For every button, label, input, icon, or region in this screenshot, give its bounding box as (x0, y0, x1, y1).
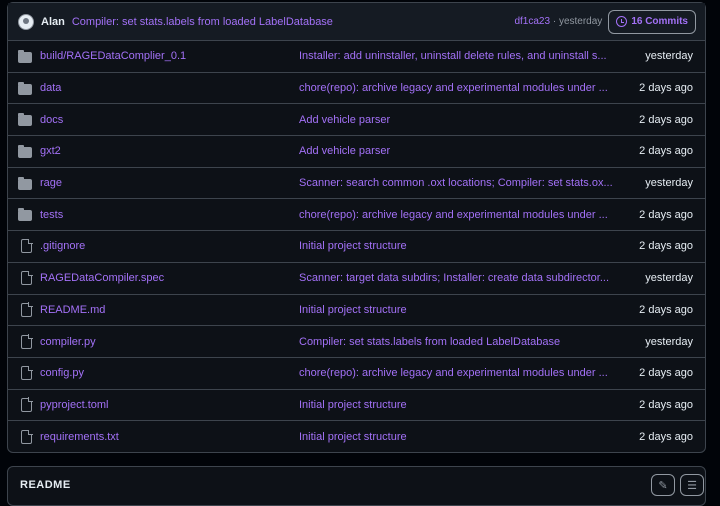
file-name-link[interactable]: data (40, 82, 62, 95)
file-commit-message-link[interactable]: chore(repo): archive legacy and experimental modules under ... (299, 82, 608, 95)
file-commit-message-link[interactable]: Initial project structure (299, 431, 407, 444)
file-commit-message-link[interactable]: Scanner: search common .oxt locations; Compiler: set stats.ox... (299, 177, 613, 190)
file-row[interactable] (8, 199, 705, 231)
file-name-link[interactable]: requirements.txt (40, 431, 119, 444)
file-icon (21, 239, 32, 253)
commit-author[interactable]: Alan (41, 15, 65, 28)
file-name-link[interactable]: gxt2 (40, 145, 61, 158)
commits-count-label: 16 Commits (631, 16, 688, 27)
file-name-link[interactable]: tests (40, 208, 64, 221)
file-row[interactable] (8, 168, 705, 200)
file-name-link[interactable]: .gitignore (40, 240, 86, 253)
file-commit-date: yesterday (645, 50, 693, 63)
file-icon (21, 335, 32, 349)
edit-pencil-button[interactable] (651, 474, 675, 496)
file-icon (21, 303, 32, 317)
file-commit-message-link[interactable]: chore(repo): archive legacy and experimental modules under ... (299, 208, 608, 221)
list-icon: ☰ (687, 479, 697, 492)
file-row[interactable] (8, 104, 705, 136)
folder-icon (18, 210, 32, 221)
file-commit-message-link[interactable]: Add vehicle parser (299, 145, 391, 158)
file-commit-date: 2 days ago (639, 431, 693, 444)
file-name-link[interactable]: config.py (40, 367, 85, 380)
file-commit-message-link[interactable]: Initial project structure (299, 303, 407, 316)
file-name-link[interactable]: rage (40, 177, 63, 190)
file-commit-date: 2 days ago (639, 82, 693, 95)
readme-panel (7, 466, 706, 506)
history-icon (616, 16, 627, 27)
file-commit-date: 2 days ago (639, 240, 693, 253)
latest-commit-bar (8, 3, 705, 41)
file-commit-message-link[interactable]: Installer: add uninstaller, uninstall delete rules, and uninstall s... (299, 50, 607, 63)
file-commit-date: 2 days ago (639, 208, 693, 221)
file-commit-date: 2 days ago (639, 398, 693, 411)
file-commit-message-link[interactable]: Initial project structure (299, 240, 407, 253)
file-row[interactable] (8, 358, 705, 390)
pencil-icon: ✎ (658, 479, 668, 492)
file-commit-message-link[interactable]: Compiler: set stats.labels from loaded LabelDatabase (299, 335, 561, 348)
file-row[interactable] (8, 390, 705, 422)
file-commit-message-link[interactable]: Initial project structure (299, 398, 407, 411)
file-commit-date: yesterday (645, 177, 693, 190)
folder-icon (18, 115, 32, 126)
file-row[interactable] (8, 326, 705, 358)
file-row[interactable] (8, 421, 705, 453)
file-list (8, 41, 705, 453)
commit-time: · yesterday (550, 16, 603, 27)
folder-icon (18, 147, 32, 158)
file-name-link[interactable]: build/RAGEDataComplier_0.1 (40, 50, 187, 63)
file-commit-message-link[interactable]: chore(repo): archive legacy and experimental modules under ... (299, 367, 608, 380)
folder-icon (18, 179, 32, 190)
file-commit-message-link[interactable]: Scanner: target data subdirs; Installer: create data subdirector... (299, 272, 610, 285)
file-name-link[interactable]: pyproject.toml (40, 398, 109, 411)
commit-hash-link[interactable]: df1ca23 (514, 16, 551, 27)
file-row[interactable] (8, 41, 705, 73)
file-row[interactable] (8, 295, 705, 327)
file-browser (7, 2, 706, 453)
file-commit-date: yesterday (645, 335, 693, 348)
folder-icon (18, 52, 32, 63)
file-icon (21, 430, 32, 444)
file-icon (21, 366, 32, 380)
file-commit-date: yesterday (645, 272, 693, 285)
file-icon (21, 398, 32, 412)
avatar[interactable] (18, 14, 34, 30)
file-name-link[interactable]: compiler.py (40, 335, 96, 348)
file-name-link[interactable]: RAGEDataCompiler.spec (40, 272, 165, 285)
file-commit-date: 2 days ago (639, 113, 693, 126)
file-commit-date: 2 days ago (639, 367, 693, 380)
file-row[interactable] (8, 231, 705, 263)
file-icon (21, 271, 32, 285)
commit-message[interactable]: Compiler: set stats.labels from loaded LabelDatabase (71, 15, 333, 28)
file-commit-date: 2 days ago (639, 145, 693, 158)
file-name-link[interactable]: docs (40, 113, 64, 126)
outline-button[interactable] (680, 474, 704, 496)
file-name-link[interactable]: README.md (40, 303, 106, 316)
readme-heading[interactable]: README (20, 479, 71, 491)
commit-sha (514, 16, 602, 27)
file-row[interactable] (8, 136, 705, 168)
commits-history-button[interactable] (608, 10, 696, 34)
file-row[interactable] (8, 263, 705, 295)
file-commit-message-link[interactable]: Add vehicle parser (299, 113, 391, 126)
file-commit-date: 2 days ago (639, 303, 693, 316)
file-row[interactable] (8, 73, 705, 105)
folder-icon (18, 84, 32, 95)
